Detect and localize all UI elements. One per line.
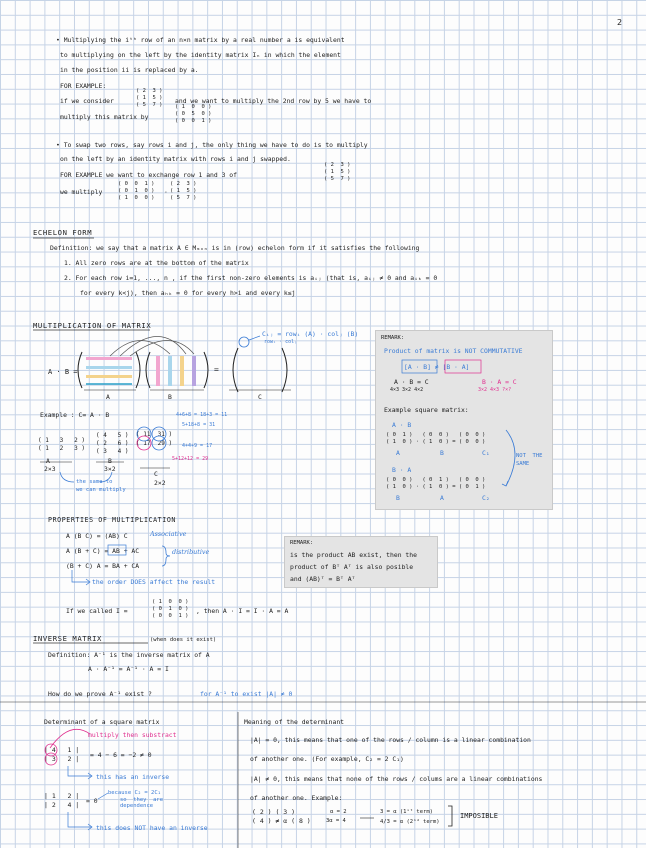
formula: 3 = α (1ˢᵗ term) [380, 809, 433, 815]
text-line: , then A · I = I · A = A [196, 607, 289, 615]
dimension-label: 3×2 [104, 465, 116, 473]
text-line: Definition: A⁻¹ is the inverse matrix of A [48, 651, 210, 659]
matrix-label-a: A [106, 393, 110, 401]
property-note: distributive [172, 548, 210, 556]
matrix: ( 0 0 1 ) ( 0 1 0 ) ( 1 0 0 ) [118, 181, 155, 201]
text-line: If we called I = [66, 607, 128, 615]
formula-cij-note: rowᵢ · colⱼ [264, 339, 298, 345]
matrix-equation: ( 0 0 ) ( 0 1 ) ( 0 0 ) ( 1 0 ) · ( 1 0 ) = ( 0 1 ) [386, 477, 486, 490]
remark-note: NOT THE SAME [516, 453, 543, 467]
remark-formula: B · A [392, 466, 412, 474]
property: A (B C) = (AB) C [66, 532, 128, 540]
property-note: Associative [150, 530, 187, 538]
text-line: Example : C= A · B [40, 411, 110, 419]
dimension-label: 4×3 3×2 4×2 [390, 387, 424, 393]
matrix: ( 2 3 ) ( 1 5 ) ( 5 7 ) [324, 162, 351, 182]
matrix-label: A [396, 449, 400, 457]
formula: = 4 − 6 = −2 ≠ 0 [90, 751, 152, 759]
text-line: • Multiplying the iᵗʰ row of an n×n matrix by a real number a is equivalent [56, 36, 345, 44]
remark-formula: [A · B] ≠ [B · A] [404, 363, 470, 371]
matrix: ( 1 0 0 ) ( 0 1 0 ) ( 0 0 1 ) [152, 599, 189, 619]
matrix-label-c: C [154, 470, 158, 478]
determinant: | 4 1 | | 3 2 | [44, 746, 80, 763]
matrix: ( 1 3 2 ) ( 1 2 3 ) [38, 437, 85, 452]
text-line: and we want to multiply the 2nd row by 5 we have to [175, 97, 372, 105]
formula: 3α = 4 [326, 818, 346, 824]
section-heading: MULTIPLICATION OF MATRIX [33, 321, 152, 330]
calc-note: 5+12+12 = 29 [172, 456, 209, 462]
matrix-label: C₁ [482, 449, 490, 457]
text-line: in the position ii is replaced by a. [60, 66, 199, 74]
determinant: | 1 2 | | 2 4 | [44, 792, 80, 809]
conclusion: IMPOSIBLE [460, 812, 498, 820]
text-line: |A| = 0, this means that one of the rows / column is a linear combination [250, 736, 531, 744]
dot-operator: · [164, 188, 168, 196]
formula: 4/3 = α (2ⁿᵈ term) [380, 819, 440, 825]
matrix-label-c: C [258, 393, 262, 401]
remark-formula: B · A = C [482, 378, 517, 386]
matrix: ( 4 5 ) ( 2 6 ) ( 3 4 ) [96, 432, 129, 455]
text-line: Determinant of a square matrix [44, 718, 160, 726]
section-heading: INVERSE MATRIX [33, 634, 102, 643]
note: we can multiply [76, 487, 126, 493]
text-line: How do we prove A⁻¹ exist ? [48, 690, 152, 698]
formula: ( 2 ) ( 3 ) [252, 808, 296, 816]
text-line: |A| ≠ 0, this means that none of the rows / colums are a linear combinations [250, 775, 543, 783]
note: because C₂ = 2C₁ [108, 790, 161, 796]
text-line: for A⁻¹ to exist |A| ≠ 0 [200, 690, 293, 698]
equals-sign: = [214, 365, 219, 374]
calc-note: 5+18+8 = 31 [182, 422, 216, 428]
property-note: the order DOES affect the result [92, 578, 216, 586]
section-heading: PROPERTIES OF MULTIPLICATION [48, 516, 176, 524]
matrix-label-b: B [108, 457, 112, 465]
formula: α = 2 [330, 809, 347, 815]
matrix-label-b: B [168, 393, 172, 401]
matrix: ( 2 3 ) ( 1 5 ) ( 5 7 ) [136, 88, 163, 108]
matrix: ( 11 31 ) ( 17 29 ) [136, 431, 173, 447]
remark-text: Product of matrix is NOT COMMUTATIVE [384, 347, 523, 355]
property: A (B + C) = AB + AC [66, 547, 140, 555]
note: this has an inverse [96, 773, 170, 781]
dimension-label: 2×3 [44, 465, 56, 473]
matrix-label: C₂ [482, 494, 490, 502]
remark-text: product of Bᵀ Aᵀ is also posible [290, 563, 414, 571]
remark-text: Example square matrix: [384, 406, 469, 414]
formula-cij: Cᵢⱼ = rowᵢ (A) · colⱼ (B) [262, 330, 359, 338]
note: multiply then substract [88, 731, 177, 739]
text-line: Definition: we say that a matrix A ∈ Mₘₓₙ is in (row) echelon form if it satisfies the following [50, 244, 420, 252]
matrix-label: A [440, 494, 444, 502]
text-line: of another one. (For example, C₂ = 2 C₁) [250, 755, 404, 763]
text-line: we multiply [60, 188, 103, 196]
formula: ( 4 ) ≠ α ( 8 ) [252, 817, 311, 825]
matrix: ( 1 0 0 ) ( 0 5 0 ) ( 0 0 1 ) [175, 104, 212, 124]
text-line: of another one. Example: [250, 794, 343, 802]
text-line: Meaning of the determinant [244, 718, 345, 726]
matrix-label: B [440, 449, 444, 457]
remark-formula: A · B [392, 421, 412, 429]
remark-text: is the product AB exist, then the [290, 551, 417, 559]
remark-title: REMARK: [290, 540, 314, 546]
text-line: 2. For each row i=1, ..., n , if the first non-zero elements is aᵢⱼ (that is, aᵢⱼ ≠ 0 and aᵢₖ = 0 [64, 274, 438, 282]
note: so they are dependence [120, 797, 164, 809]
text-line: FOR EXAMPLE: [60, 82, 107, 90]
calc-note: 4+4+9 = 17 [182, 443, 213, 449]
text-line: to multiplying on the left by the identity matrix Iₙ in which the element [60, 51, 341, 59]
matrix-equation: ( 0 1 ) ( 0 0 ) ( 0 0 ) ( 1 0 ) · ( 1 0 ) = ( 0 0 ) [386, 432, 486, 445]
text-line: on the left by an identity matrix with rows i and j swapped. [60, 155, 291, 163]
matrix: ( 2 3 ) ( 1 5 ) ( 5 7 ) [170, 181, 197, 201]
dimension-label: 3×2 4×3 ?×? [478, 387, 512, 393]
remark-title: REMARK: [381, 335, 405, 341]
matrix-label: B [396, 494, 400, 502]
text-line: if we consider [60, 97, 114, 105]
text-line: • To swap two rows, say rows i and j, the only thing we have to do is to multiply [56, 141, 368, 149]
text-line: multiply this matrix by [60, 113, 149, 121]
text-line: FOR EXAMPLE we want to exchange row 1 and 3 of [60, 171, 237, 179]
formula: A · A⁻¹ = A⁻¹ · A = I [88, 665, 169, 673]
dimension-label: 2×2 [154, 479, 166, 487]
property: (B + C) A = BA + CA [66, 562, 140, 570]
text-line: 1. All zero rows are at the bottom of the matrix [64, 259, 249, 267]
note: this does NOT have an inverse [96, 824, 208, 832]
section-subheading: (when does it exist) [150, 637, 217, 643]
remark-text: and (AB)ᵀ = Bᵀ Aᵀ [290, 575, 356, 583]
formula: = 0 [86, 797, 98, 805]
remark-formula: A · B = C [394, 378, 429, 386]
section-heading: ECHELON FORM [33, 228, 93, 237]
note: the same to [76, 479, 113, 485]
page-number: 2 [617, 18, 623, 27]
matrix-label-a: A [46, 457, 50, 465]
calc-note: 4+6+8 = 18+3 = 11 [176, 412, 228, 418]
text-line: for every k<j), then aₕₖ = 0 for every h>i and every k≤j [80, 289, 296, 297]
text-line: A · B = [48, 368, 78, 376]
